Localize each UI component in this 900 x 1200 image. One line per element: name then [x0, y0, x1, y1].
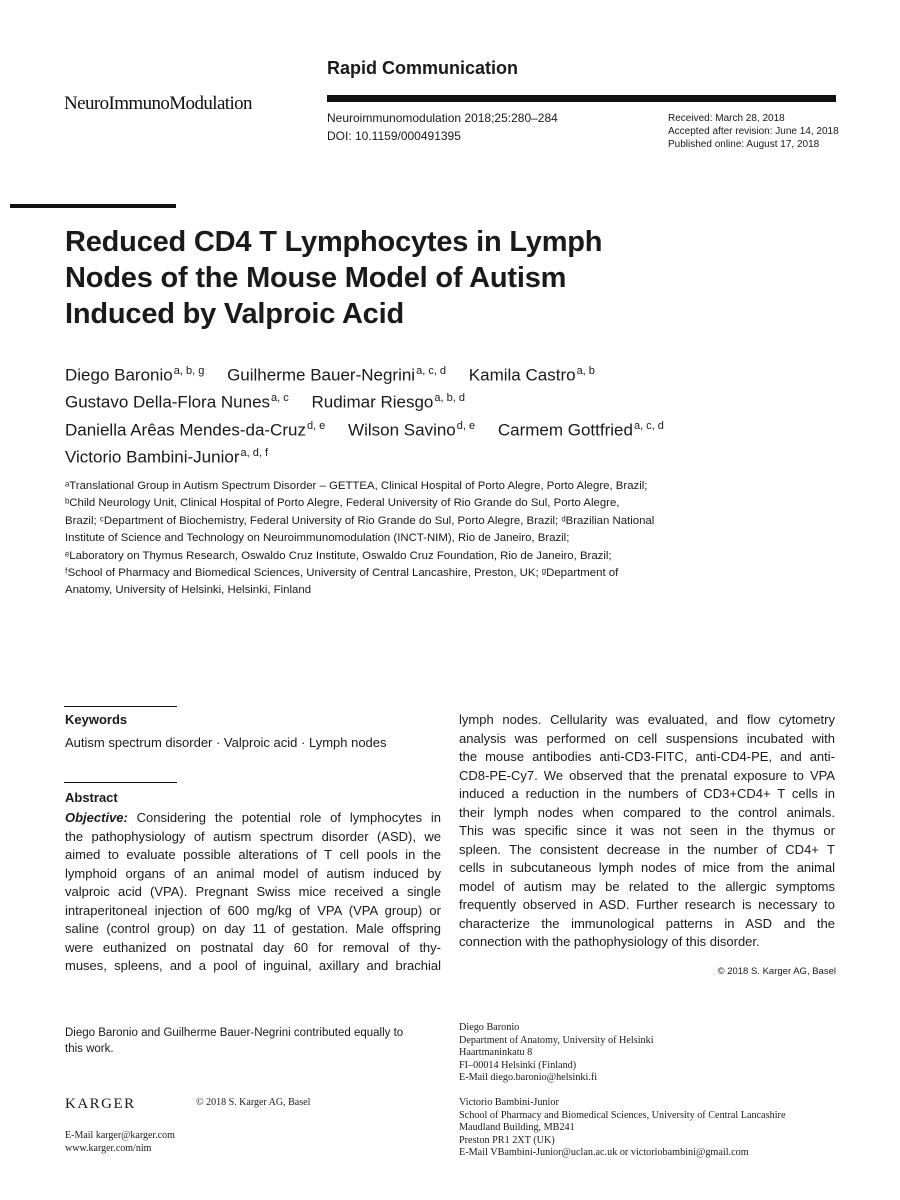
abstract-line: valproic acid (VPA). Pregnant Swiss mice received a single [65, 884, 441, 899]
header-rule [327, 95, 836, 102]
objective-label: Objective: [65, 810, 128, 825]
correspondence-line: Haartmaninkatu 8 [459, 1047, 533, 1059]
abstract-line: characterize the immunological patterns in ASD and the [459, 915, 835, 931]
author-name: Rudimar Riesgo [311, 392, 434, 412]
footnote-line: Diego Baronio and Guilherme Bauer-Negrini contributed equally to [65, 1027, 404, 1039]
correspondence-line: School of Pharmacy and Biomedical Sciences, University of Central Lancashire [459, 1109, 786, 1121]
correspondence-line: Preston PR1 2XT (UK) [459, 1134, 555, 1146]
correspondence-block [459, 1097, 785, 1160]
correspondence-line: FI–00014 Helsinki (Finland) [459, 1059, 577, 1071]
author-name: Daniella Arêas Mendes-da-Cruz [65, 420, 306, 440]
author-affiliation-marks: a, b, d [434, 392, 465, 404]
abstract-line: their lymph nodes when compared to the control animals. [459, 804, 835, 820]
author-affiliation-marks: a, c, d [633, 420, 664, 432]
correspondence-block [459, 1022, 654, 1085]
abstract-line: the pathophysiology of autism spectrum disorder (ASD), we [65, 828, 441, 844]
keywords-text: Autism spectrum disorder · Valproic acid · Lymph nodes [65, 735, 387, 750]
abstract-column-left [65, 809, 441, 976]
author-affiliation-marks: a, d, f [240, 447, 269, 459]
abstract-line: lymphoid organs of an animal model of autism induced by [65, 865, 441, 881]
abstract-line: saline (control group) on day 11 of gestation. Male offspring [65, 921, 441, 936]
author-line [65, 420, 664, 441]
title-line: Induced by Valproic Acid [65, 298, 404, 330]
received-date: Received: March 28, 2018 [668, 113, 785, 124]
doi: DOI: 10.1159/000491395 [327, 129, 461, 143]
correspondence-line: Maudland Building, MB241 [459, 1122, 575, 1134]
author-affiliation-marks: a, c, d [416, 365, 447, 377]
abstract-line: CD8-PE-Cy7. We observed that the prenatal exposure to VPA [459, 767, 835, 783]
publisher-email[interactable]: E-Mail karger@karger.com [65, 1130, 175, 1141]
abstract-line: muses, spleens, and a pool of inguinal, axillary and brachial [65, 958, 441, 973]
author-affiliation-marks: a, b [576, 365, 595, 377]
affiliation-line: Institute of Science and Technology on Neuroimmunomodulation (INCT-NIM), Rio de Janeiro, Brazil; [65, 532, 570, 545]
abstract-line: were euthanized on postnatal day 60 for removal of thy- [65, 939, 441, 955]
accepted-date: Accepted after revision: June 14, 2018 [668, 126, 839, 137]
section-label: Rapid Communication [327, 58, 519, 78]
journal-citation: Neuroimmunomodulation 2018;25:280–284 [327, 111, 558, 125]
author-line [65, 365, 595, 386]
author-name: Guilherme Bauer-Negrini [227, 365, 416, 385]
abstract-line: frequently observed in ASD. Further research is necessary to [459, 897, 835, 912]
abstract-line: spleen. The consistent decrease in the number of CD4+ T [459, 841, 835, 857]
abstract-line: lymph nodes. Cellularity was evaluated, and flow cytometry [459, 712, 835, 727]
correspondence-line: Department of Anatomy, University of Helsinki [459, 1034, 654, 1046]
article-title [65, 224, 705, 332]
published-date: Published online: August 17, 2018 [668, 139, 820, 150]
affiliations [65, 478, 715, 600]
equal-contribution-footnote [65, 1025, 445, 1057]
publisher-website-link[interactable]: www.karger.com/nim [65, 1143, 152, 1154]
abstract-text: Considering the potential role of lymphocytes in [127, 810, 441, 825]
author-affiliation-marks: a, b, g [173, 365, 205, 377]
publisher-copyright: © 2018 S. Karger AG, Basel [196, 1097, 311, 1108]
abstract-heading: Abstract [65, 790, 118, 805]
abstract-column-right [459, 711, 835, 952]
keywords-heading: Keywords [65, 712, 128, 727]
abstract-line: intraperitoneal injection of 600 mg/kg of VPA (VPA group) or [65, 902, 441, 918]
author-name: Victorio Bambini-Junior [65, 447, 240, 467]
affiliation-line: ᵇChild Neurology Unit, Clinical Hospital of Porto Alegre, Federal University of Rio Grande do Sul, Porto Alegre, [65, 497, 620, 510]
publisher-logo: KARGER [65, 1096, 136, 1112]
affiliation-line: Brazil; ᶜDepartment of Biochemistry, Federal University of Rio Grande do Sul, Porto Alegre, Brazil; ᵈBrazilian National [65, 514, 655, 527]
journal-logo: NeuroImmunoModulation [64, 93, 252, 114]
correspondence-email[interactable]: E-Mail VBambini-Junior@uclan.ac.uk or victoriobambini@gmail.com [459, 1147, 749, 1159]
author-affiliation-marks: d, e [456, 420, 476, 432]
abstract-line: induced a reduction in the numbers of CD3+CD4+ T cells in [459, 786, 835, 801]
correspondence-name: Diego Baronio [459, 1022, 520, 1033]
abstract-line: This was specific since it was not seen in the thymus or [459, 823, 835, 838]
author-name: Kamila Castro [468, 365, 576, 385]
affiliation-line: Anatomy, University of Helsinki, Helsinki, Finland [65, 584, 312, 597]
author-name: Gustavo Della-Flora Nunes [65, 392, 271, 412]
abstract-line: connection with the pathophysiology of this disorder. [459, 934, 760, 949]
abstract-copyright: © 2018 S. Karger AG, Basel [717, 966, 836, 977]
abstract-line: aimed to evaluate possible alterations of T cell pools in the [65, 847, 441, 862]
keywords-rule [64, 706, 177, 707]
author-name: Diego Baronio [65, 365, 173, 385]
correspondence-name: Victorio Bambini-Junior [459, 1097, 559, 1108]
title-rule [10, 204, 176, 208]
affiliation-line: ᶠSchool of Pharmacy and Biomedical Sciences, University of Central Lancashire, Preston, UK; ᵍDepartment of [65, 567, 619, 580]
affiliation-line: ᵃTranslational Group in Autism Spectrum Disorder – GETTEA, Clinical Hospital of Porto Alegre, Porto Alegre, Brazil; [65, 480, 648, 492]
abstract-line: model of autism may be related to the allergic symptoms [459, 878, 835, 894]
affiliation-line: ᵉLaboratory on Thymus Research, Oswaldo Cruz Institute, Oswaldo Cruz Foundation, Rio de Janeiro, Brazil; [65, 549, 612, 562]
author-affiliation-marks: a, c [271, 392, 289, 404]
abstract-line: analysis was performed on cell suspensions incubated with [459, 730, 835, 746]
correspondence-email[interactable]: E-Mail diego.baronio@helsinki.fi [459, 1072, 598, 1084]
author-affiliation-marks: d, e [306, 420, 326, 432]
author-name: Wilson Savino [348, 420, 456, 440]
author-line [65, 447, 268, 468]
abstract-line: the mouse antibodies anti-CD3-FITC, anti-CD4-PE, and anti- [459, 749, 835, 764]
footnote-line: this work. [65, 1043, 114, 1055]
title-line: Reduced CD4 T Lymphocytes in Lymph [65, 226, 603, 258]
publisher-contact [65, 1129, 175, 1155]
author-name: Carmem Gottfried [497, 420, 633, 440]
abstract-rule [64, 782, 177, 783]
abstract-line [65, 809, 441, 828]
abstract-line: cells in subcutaneous lymph nodes of mice from the animal [459, 860, 835, 875]
title-line: Nodes of the Mouse Model of Autism [65, 262, 567, 294]
author-line [65, 392, 465, 413]
